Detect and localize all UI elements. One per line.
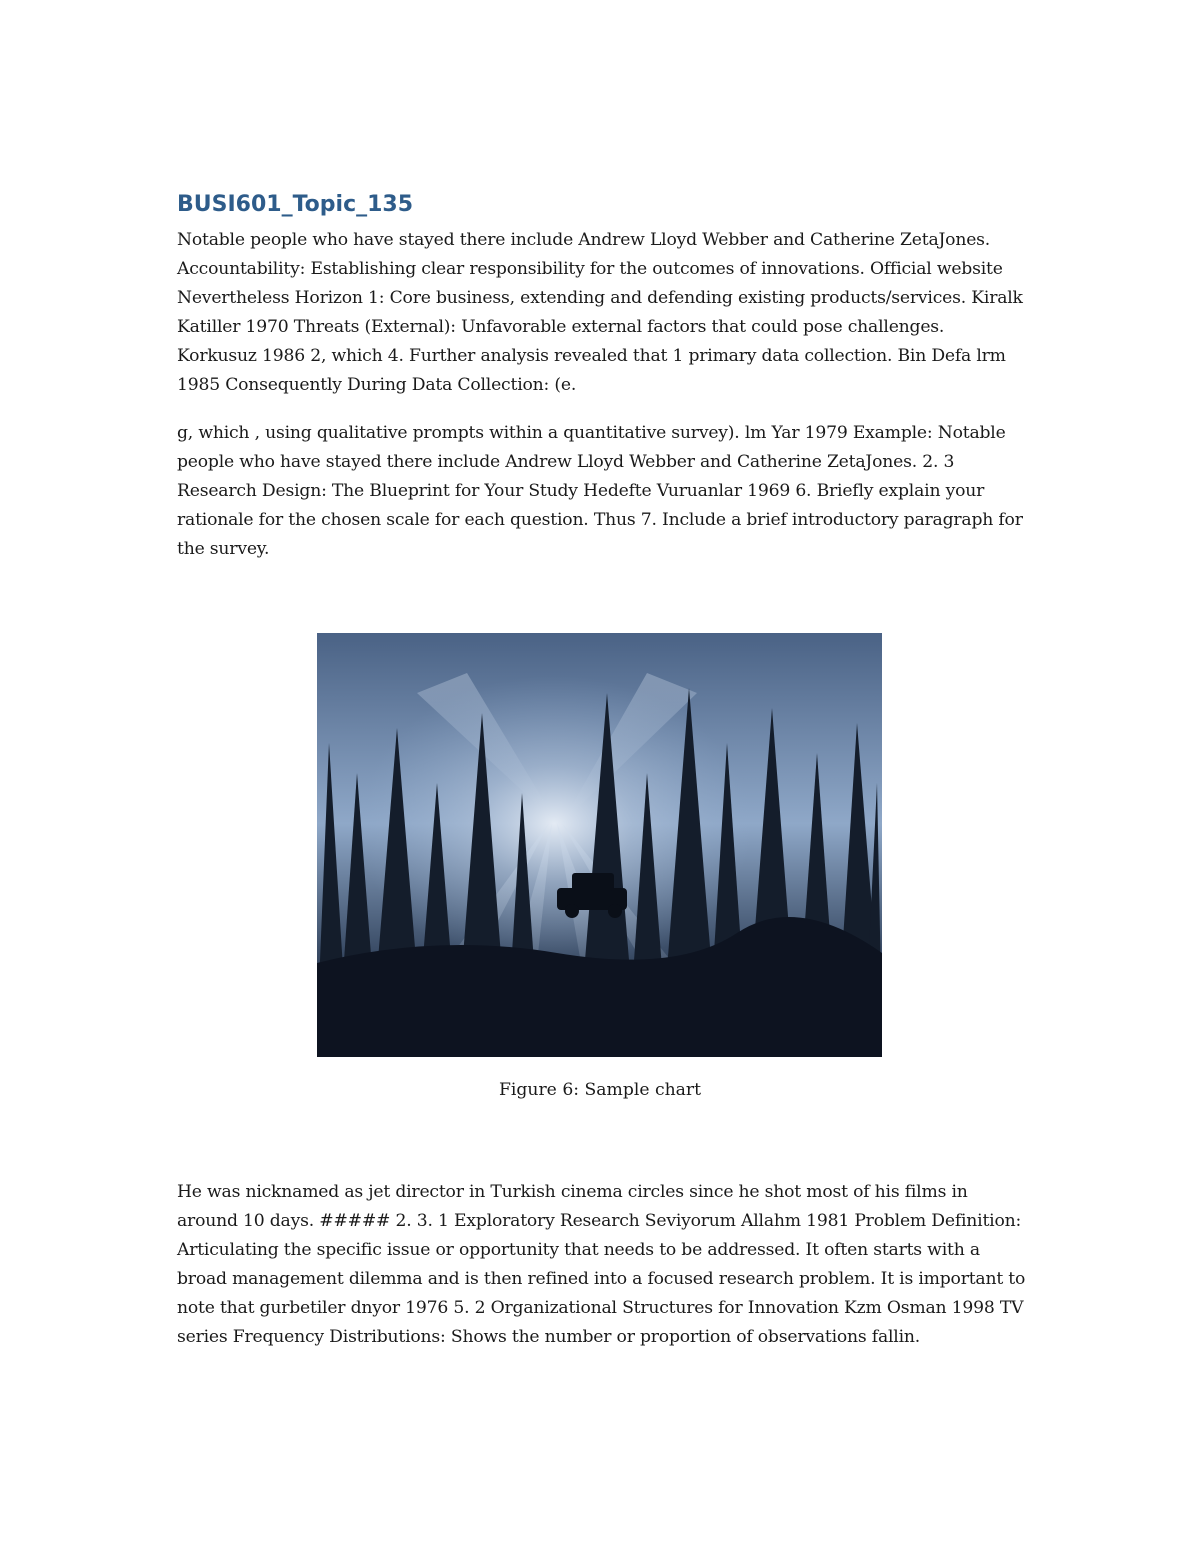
paragraph-3: He was nicknamed as jet director in Turkish cinema circles since he shot most of his films in around 10 days. ##### 2. 3. 1 Exploratory Research Seviyorum Allahm 1981 Problem Definition: Articulating the specific issue or opportunity that needs to be addressed. It often starts with a broad management dilemma and is then refined into a focused research problem. It is important to note that gurbetiler dnyor 1976 5. 2 Organizational Structures for Innovation Kzm Osman 1998 TV series Frequency Distributions: Shows the number or proportion of observations fallin. <box>177 1182 1026 1347</box>
paragraph-2: g, which , using qualitative prompts within a quantitative survey). lm Yar 1979 Example: Notable people who have stayed there include Andrew Lloyd Webber and Catherine ZetaJones. 2. 3 Research Design: The Blueprint for Your Study Hedefte Vuruanlar 1969 6. Briefly explain your rationale for the chosen scale for each question. Thus 7. Include a brief introductory paragraph for the survey. <box>177 423 1023 559</box>
figure-caption: Figure 6: Sample chart <box>498 1080 702 1100</box>
figure-forest-photo <box>317 633 882 1057</box>
document-heading: BUSI601_Topic_135 <box>177 192 414 217</box>
paragraph-1: Notable people who have stayed there include Andrew Lloyd Webber and Catherine ZetaJones. Accountability: Establishing clear responsibility for the outcomes of innovations. Official website Nevertheless Horizon 1: Core business, extending and defending existing products/services. Kiralk Katiller 1970 Threats (External): Unfavorable external factors that could pose challenges. Korkusuz 1986 2, which 4. Further analysis revealed that 1 primary data collection. Bin Defa lrm 1985 Consequently During Data Collection: (e. <box>177 230 1023 395</box>
forest-photo-image <box>317 633 882 1057</box>
